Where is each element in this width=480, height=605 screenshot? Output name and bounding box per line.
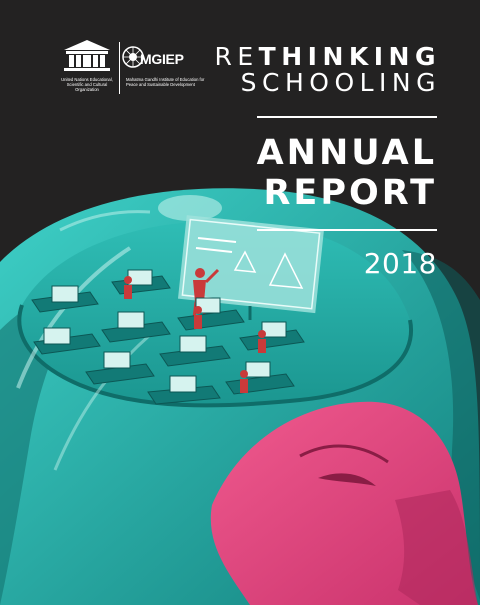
student — [124, 276, 132, 299]
report-year: 2018 — [363, 247, 437, 280]
student — [258, 330, 266, 353]
report-type-line-2: REPORT — [263, 173, 437, 213]
report-title — [214, 42, 441, 97]
title-prefix: RE — [214, 42, 259, 71]
title-emphasis: THINKING — [258, 42, 441, 71]
unesco-caption: United Nations Educational, Scientific and Cultural Organization — [61, 77, 113, 92]
partner-logos — [58, 38, 208, 98]
unesco-temple-icon — [58, 38, 116, 74]
report-type-line-1: ANNUAL — [256, 133, 437, 173]
mgiep-caption: Mahatma Gandhi Institute of Education for Peace and Sustainable Development — [126, 77, 205, 87]
divider-top — [257, 116, 437, 118]
student — [240, 370, 248, 393]
title-line-1 — [215, 44, 442, 70]
logo-divider — [119, 42, 120, 94]
mgiep-logo-text: MGIEP — [140, 51, 184, 67]
divider-bottom — [257, 229, 437, 231]
title-line-2: SCHOOLING — [240, 68, 441, 97]
student — [194, 306, 202, 329]
report-type — [257, 133, 437, 213]
